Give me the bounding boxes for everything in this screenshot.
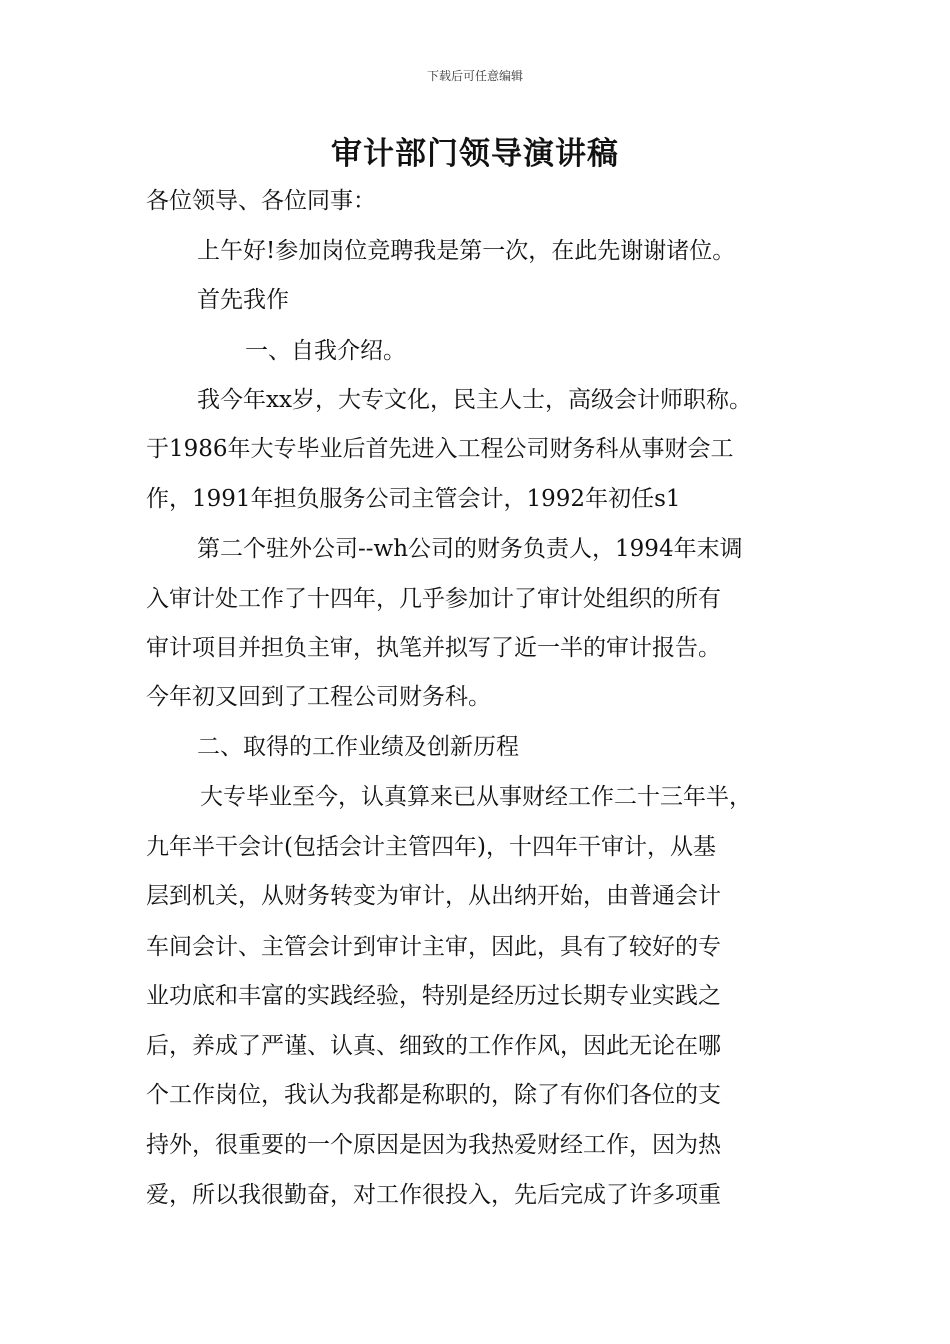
paragraph-line: 九年半干会计(包括会计主管四年)，十四年干审计，从基 [146,834,716,860]
paragraph-line: 首先我作 [197,287,289,313]
paragraph-line: 入审计处工作了十四年，几乎参加计了审计处组织的所有 [146,586,721,612]
paragraph-line: 层到机关，从财务转变为审计，从出纳开始，由普通会计 [146,883,721,909]
header-note: 下载后可任意编辑 [426,69,523,83]
paragraph-line: 车间会计、主管会计到审计主审，因此，具有了较好的专 [146,934,721,960]
paragraph-line: 作，1991年担负服务公司主管会计，1992年初任s1 [146,486,681,512]
section-heading: 二、取得的工作业绩及创新历程 [197,734,519,760]
paragraph-line: 于1986年大专毕业后首先进入工程公司财务科从事财会工 [146,436,734,462]
paragraph-line: 审计项目并担负主审，执笔并拟写了近一半的审计报告。 [146,635,721,661]
paragraph-line: 持外，很重要的一个原因是因为我热爱财经工作，因为热 [146,1132,721,1158]
paragraph-line: 我今年xx岁，大专文化，民主人士，高级会计师职称。 [197,387,752,413]
paragraph-line: 今年初又回到了工程公司财务科。 [146,684,491,710]
paragraph-line: 大专毕业至今，认真算来已从事财经工作二十三年半， [200,784,752,810]
paragraph-line: 爱，所以我很勤奋，对工作很投入，先后完成了许多项重 [146,1182,721,1208]
section-heading: 一、自我介绍。 [245,338,406,364]
paragraph-line: 业功底和丰富的实践经验，特别是经历过长期专业实践之 [146,983,721,1009]
paragraph-line: 上午好!参加岗位竞聘我是第一次，在此先谢谢诸位。 [197,238,736,264]
paragraph-line: 个工作岗位，我认为我都是称职的，除了有你们各位的支 [146,1082,721,1108]
paragraph-line: 后，养成了严谨、认真、细致的工作作风，因此无论在哪 [146,1033,721,1059]
paragraph-line: 第二个驻外公司--wh公司的财务负责人，1994年末调 [197,536,743,562]
greeting-line: 各位领导、各位同事： [146,188,376,214]
document-title: 审计部门领导演讲稿 [331,136,619,172]
